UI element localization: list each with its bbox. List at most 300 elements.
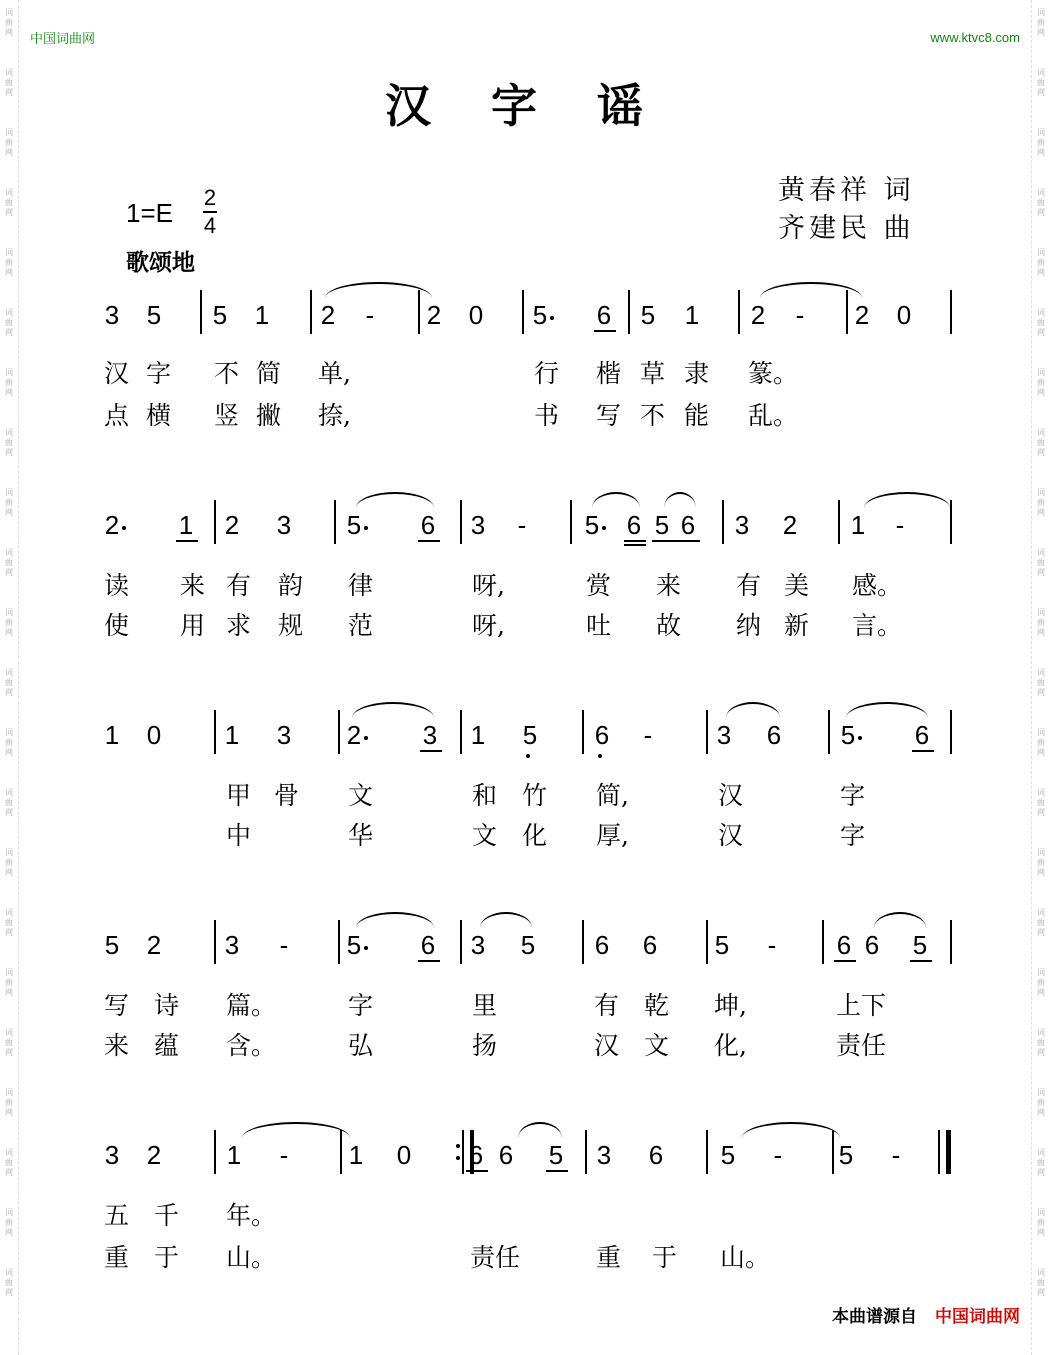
watermark-char: 网 (1037, 208, 1045, 217)
watermark-char: 词 (1037, 908, 1045, 917)
note: 0 (896, 300, 912, 330)
watermark-char: 网 (1037, 1168, 1045, 1177)
barline (462, 1130, 464, 1174)
lyric-syllable: 写 (104, 991, 130, 1020)
slur (726, 702, 780, 718)
underline-beam (624, 540, 646, 542)
watermark-char: 词 (1037, 608, 1045, 617)
augmentation-dot (602, 526, 606, 530)
watermark-char: 网 (5, 568, 13, 577)
watermark-char: 曲 (5, 378, 13, 387)
note: 5 (640, 300, 656, 330)
note: 5 (346, 510, 362, 540)
watermark-char: 曲 (1037, 138, 1045, 147)
right-watermark-strip (1031, 0, 1050, 1355)
watermark-char: 曲 (1037, 258, 1045, 267)
note: 5 (838, 1140, 854, 1170)
note: 5 (714, 930, 730, 960)
lyric-syllable: 单, (318, 359, 351, 388)
lyric-syllable: 写 (596, 401, 622, 430)
watermark-char: 词 (1037, 488, 1045, 497)
time-numerator: 2 (203, 185, 217, 210)
note: - (773, 1140, 783, 1170)
lyric-syllable: 篆。 (748, 359, 799, 388)
watermark-char: 网 (5, 148, 13, 157)
watermark-char: 曲 (1037, 78, 1045, 87)
watermark-char: 词 (5, 128, 13, 137)
augmentation-dot (550, 316, 554, 320)
lyric-syllable: 中 (226, 821, 252, 850)
watermark-char: 词 (5, 608, 13, 617)
watermark-char: 曲 (5, 318, 13, 327)
note: - (365, 300, 375, 330)
lyric-syllable: 不 (214, 359, 240, 388)
note: 3 (276, 510, 292, 540)
lyric-syllable: 文 (348, 781, 374, 810)
lyric-syllable: 有 (736, 571, 762, 600)
watermark-char: 曲 (1037, 918, 1045, 927)
watermark-char: 词 (1037, 1028, 1045, 1037)
note: 5 (912, 930, 928, 960)
left-watermark-strip (0, 0, 19, 1355)
watermark-char: 词 (1037, 1268, 1045, 1277)
watermark-char: 曲 (5, 1158, 13, 1167)
lyric-syllable: 山。 (226, 1243, 277, 1272)
lyric-syllable: 篇。 (226, 991, 277, 1020)
slur (760, 282, 862, 298)
note: 2 (750, 300, 766, 330)
lyric-syllable: 感。 (852, 571, 903, 600)
barline (200, 290, 202, 334)
lyric-syllable: 楷 (596, 359, 622, 388)
watermark-char: 曲 (1037, 978, 1045, 987)
lyric-syllable: 能 (684, 401, 710, 430)
lyric-syllable: 故 (656, 611, 682, 640)
lyric-syllable: 文 (472, 821, 498, 850)
lyric-syllable: 美 (784, 571, 810, 600)
note: 3 (734, 510, 750, 540)
augmentation-dot (364, 946, 368, 950)
song-title: 汉 字 谣 (384, 79, 666, 133)
watermark-char: 网 (5, 808, 13, 817)
watermark-char: 曲 (1037, 1038, 1045, 1047)
lyric-syllable: 五 (104, 1201, 130, 1230)
lyric-syllable: 简, (596, 781, 629, 810)
barline (460, 710, 462, 754)
watermark-char: 曲 (5, 558, 13, 567)
underline-beam (910, 960, 932, 962)
augmentation-dot (858, 736, 862, 740)
note: 3 (224, 930, 240, 960)
lyric-syllable: 于 (652, 1243, 678, 1272)
watermark-char: 曲 (1037, 858, 1045, 867)
note: 3 (470, 930, 486, 960)
barline (460, 500, 462, 544)
lyric-syllable: 蕴 (154, 1031, 180, 1060)
watermark-char: 词 (1037, 128, 1045, 137)
lyric-syllable: 汉 (718, 821, 744, 850)
watermark-char: 曲 (5, 198, 13, 207)
lyric-syllable: 规 (278, 611, 304, 640)
lyric-syllable: 责任 (836, 1031, 887, 1060)
note: - (279, 930, 289, 960)
note: 5 (840, 720, 856, 750)
watermark-char: 词 (1037, 728, 1045, 737)
lyric-syllable: 化, (714, 1031, 747, 1060)
lyric-syllable: 新 (784, 611, 810, 640)
watermark-char: 曲 (1037, 378, 1045, 387)
lyric-syllable: 捺, (318, 401, 351, 430)
watermark-char: 曲 (5, 1038, 13, 1047)
note: 6 (594, 720, 610, 750)
note: 3 (104, 300, 120, 330)
site-name-header[interactable]: 中国词曲网 (30, 32, 96, 47)
watermark-char: 词 (5, 308, 13, 317)
note: 1 (684, 300, 700, 330)
barline (828, 710, 830, 754)
watermark-char: 词 (5, 488, 13, 497)
note: 3 (104, 1140, 120, 1170)
watermark-char: 词 (1037, 1148, 1045, 1157)
note: 0 (396, 1140, 412, 1170)
note: 5 (146, 300, 162, 330)
watermark-char: 词 (1037, 1208, 1045, 1217)
note: 6 (498, 1140, 514, 1170)
watermark-char: 网 (1037, 268, 1045, 277)
watermark-char: 词 (1037, 248, 1045, 257)
barline (628, 290, 630, 334)
barline (950, 500, 952, 544)
lyric-syllable: 吐 (586, 611, 612, 640)
watermark-char: 网 (1037, 808, 1045, 817)
watermark-char: 曲 (1037, 18, 1045, 27)
lyric-syllable: 读 (104, 571, 130, 600)
watermark-char: 词 (1037, 368, 1045, 377)
note: 1 (254, 300, 270, 330)
slur (325, 282, 432, 298)
watermark-char: 词 (5, 968, 13, 977)
barline (310, 290, 312, 334)
underline-beam (912, 750, 934, 752)
watermark-char: 网 (1037, 28, 1045, 37)
slur (242, 1122, 350, 1138)
watermark-char: 曲 (1037, 738, 1045, 747)
note: 0 (146, 720, 162, 750)
lyric-syllable: 诗 (154, 991, 180, 1020)
watermark-char: 网 (1037, 88, 1045, 97)
watermark-char: 曲 (1037, 678, 1045, 687)
watermark-char: 词 (5, 1268, 13, 1277)
lyric-syllable: 书 (534, 401, 560, 430)
lyric-syllable: 有 (226, 571, 252, 600)
watermark-char: 网 (5, 268, 13, 277)
slur (742, 1122, 840, 1138)
barline (950, 290, 952, 334)
lyric-syllable: 纳 (736, 611, 762, 640)
barline (706, 710, 708, 754)
barline (334, 500, 336, 544)
watermark-char: 曲 (1037, 438, 1045, 447)
watermark-char: 词 (1037, 68, 1045, 77)
barline (706, 1130, 708, 1174)
source-site-link[interactable]: 中国词曲网 (935, 1307, 1020, 1327)
underline-beam (834, 960, 856, 962)
barline (214, 710, 216, 754)
lyric-syllable: 来 (656, 571, 682, 600)
note: 0 (468, 300, 484, 330)
watermark-char: 词 (1037, 428, 1045, 437)
note: 6 (420, 930, 436, 960)
note: 2 (320, 300, 336, 330)
note: 2 (854, 300, 870, 330)
watermark-char: 词 (1037, 8, 1045, 17)
tempo-marking: 歌颂地 (126, 250, 195, 276)
key-signature: 1=E (126, 198, 173, 228)
slur (874, 912, 926, 928)
watermark-char: 网 (5, 208, 13, 217)
site-url-header[interactable]: www.ktvc8.com (930, 30, 1020, 45)
watermark-char: 词 (5, 908, 13, 917)
lyric-syllable: 汉 (718, 781, 744, 810)
lyric-syllable: 山。 (720, 1243, 771, 1272)
watermark-char: 词 (5, 8, 13, 17)
note: - (517, 510, 527, 540)
lyric-syllable: 千 (154, 1201, 180, 1230)
lyric-syllable: 使 (104, 611, 130, 640)
note: 2 (146, 1140, 162, 1170)
note: 3 (716, 720, 732, 750)
watermark-char: 曲 (5, 1218, 13, 1227)
lyric-syllable: 用 (180, 611, 206, 640)
lyric-syllable: 汉 (594, 1031, 620, 1060)
lyric-syllable: 撇 (256, 401, 282, 430)
lyric-syllable: 韵 (278, 571, 304, 600)
lyric-syllable: 骨 (274, 781, 300, 810)
watermark-char: 词 (5, 668, 13, 677)
lyric-syllable: 有 (594, 991, 620, 1020)
note: 6 (648, 1140, 664, 1170)
barline (722, 500, 724, 544)
note: 5 (720, 1140, 736, 1170)
watermark-char: 曲 (5, 138, 13, 147)
watermark-char: 网 (5, 388, 13, 397)
watermark-char: 曲 (5, 738, 13, 747)
lyric-syllable: 横 (146, 401, 172, 430)
watermark-char: 曲 (1037, 798, 1045, 807)
watermark-char: 网 (1037, 688, 1045, 697)
barline (582, 710, 584, 754)
underline-beam (418, 540, 440, 542)
note: - (891, 1140, 901, 1170)
lyric-syllable: 草 (640, 359, 666, 388)
note: 5 (522, 720, 538, 750)
watermark-char: 词 (5, 788, 13, 797)
lyric-syllable: 化 (522, 821, 548, 850)
watermark-char: 网 (5, 988, 13, 997)
note: 5 (532, 300, 548, 330)
lyric-syllable: 呀, (472, 571, 505, 600)
final-barline (938, 1130, 940, 1174)
lyric-syllable: 年。 (226, 1201, 277, 1230)
watermark-char: 网 (5, 688, 13, 697)
watermark-char: 网 (5, 868, 13, 877)
lyric-syllable: 行 (534, 359, 560, 388)
lyric-syllable: 竹 (522, 781, 548, 810)
note: 6 (420, 510, 436, 540)
watermark-char: 网 (1037, 988, 1045, 997)
augmentation-dot (122, 526, 126, 530)
note: 3 (470, 510, 486, 540)
repeat-dot (456, 1144, 460, 1148)
note: 1 (178, 510, 194, 540)
watermark-char: 词 (5, 248, 13, 257)
note: 1 (850, 510, 866, 540)
note: 6 (836, 930, 852, 960)
watermark-char: 曲 (5, 498, 13, 507)
watermark-char: 网 (5, 628, 13, 637)
watermark-char: 网 (5, 508, 13, 517)
note: 2 (346, 720, 362, 750)
note: 6 (766, 720, 782, 750)
watermark-char: 网 (5, 28, 13, 37)
note: 3 (596, 1140, 612, 1170)
note: 1 (224, 720, 240, 750)
lyric-syllable: 华 (348, 821, 374, 850)
note: - (767, 930, 777, 960)
underline-beam (176, 540, 198, 542)
note: 5 (212, 300, 228, 330)
lyric-syllable: 甲 (226, 781, 252, 810)
slur (356, 492, 434, 508)
lyric-syllable: 重 (104, 1243, 130, 1272)
composer-credit: 齐建民 曲 (778, 213, 915, 244)
barline (738, 290, 740, 334)
watermark-char: 网 (5, 928, 13, 937)
barline (570, 500, 572, 544)
note: 5 (104, 930, 120, 960)
watermark-char: 词 (5, 728, 13, 737)
barline (214, 500, 216, 544)
lyric-syllable: 含。 (226, 1031, 277, 1060)
watermark-char: 网 (1037, 388, 1045, 397)
lyric-syllable: 点 (104, 401, 130, 430)
note: - (279, 1140, 289, 1170)
lyric-syllable: 和 (472, 781, 498, 810)
watermark-char: 词 (1037, 668, 1045, 677)
lyric-syllable: 文 (644, 1031, 670, 1060)
note: - (795, 300, 805, 330)
barline (950, 920, 952, 964)
watermark-char: 网 (1037, 1108, 1045, 1117)
slur (864, 492, 950, 508)
underline-beam (652, 540, 700, 542)
watermark-char: 网 (1037, 1288, 1045, 1297)
barline (822, 920, 824, 964)
lyric-syllable: 上下 (836, 991, 887, 1020)
barline (214, 1130, 216, 1174)
watermark-char: 曲 (5, 858, 13, 867)
watermark-char: 词 (5, 548, 13, 557)
lyric-syllable: 竖 (214, 401, 240, 430)
watermark-char: 词 (1037, 848, 1045, 857)
watermark-char: 词 (1037, 1088, 1045, 1097)
watermark-char: 网 (1037, 868, 1045, 877)
source-label: 本曲谱源自 (832, 1307, 917, 1327)
time-denominator: 4 (203, 213, 217, 238)
underline-beam (420, 750, 442, 752)
watermark-char: 网 (1037, 508, 1045, 517)
lyricist-credit: 黄春祥 词 (778, 175, 915, 206)
lyric-syllable: 求 (226, 611, 252, 640)
watermark-char: 网 (1037, 1228, 1045, 1237)
lyric-syllable: 来 (104, 1031, 130, 1060)
underline-beam (594, 330, 616, 332)
watermark-char: 曲 (1037, 558, 1045, 567)
watermark-char: 网 (1037, 448, 1045, 457)
watermark-char: 网 (5, 1108, 13, 1117)
watermark-char: 词 (5, 68, 13, 77)
note: 2 (224, 510, 240, 540)
watermark-char: 曲 (5, 1098, 13, 1107)
lyric-syllable: 字 (840, 821, 866, 850)
underline-beam (546, 1170, 568, 1172)
watermark-char: 曲 (5, 438, 13, 447)
note: 6 (468, 1140, 484, 1170)
slur (518, 1122, 562, 1138)
watermark-char: 曲 (1037, 198, 1045, 207)
note: 3 (276, 720, 292, 750)
note: 6 (596, 300, 612, 330)
watermark-char: 曲 (5, 1278, 13, 1287)
watermark-char: 网 (1037, 628, 1045, 637)
watermark-char: 词 (5, 1148, 13, 1157)
watermark-char: 词 (5, 1208, 13, 1217)
lyric-syllable: 律 (348, 571, 374, 600)
note: 1 (470, 720, 486, 750)
watermark-char: 词 (5, 848, 13, 857)
lyric-syllable: 弘 (348, 1031, 374, 1060)
note: 6 (594, 930, 610, 960)
watermark-char: 词 (1037, 188, 1045, 197)
final-barline (946, 1130, 951, 1174)
barline (950, 710, 952, 754)
watermark-char: 曲 (1037, 1158, 1045, 1167)
watermark-char: 曲 (5, 978, 13, 987)
note: 5 (520, 930, 536, 960)
watermark-char: 曲 (1037, 318, 1045, 327)
watermark-char: 词 (1037, 308, 1045, 317)
watermark-char: 网 (1037, 1048, 1045, 1057)
note: 6 (864, 930, 880, 960)
note: 5 (346, 930, 362, 960)
watermark-char: 曲 (5, 918, 13, 927)
lyric-syllable: 汉 (104, 359, 130, 388)
watermark-char: 网 (5, 1228, 13, 1237)
note: 1 (226, 1140, 242, 1170)
watermark-char: 网 (5, 1288, 13, 1297)
lyric-syllable: 隶 (684, 359, 710, 388)
note: - (895, 510, 905, 540)
lyric-syllable: 责任 (470, 1243, 521, 1272)
watermark-char: 曲 (5, 258, 13, 267)
watermark-char: 网 (5, 748, 13, 757)
watermark-char: 网 (5, 328, 13, 337)
barline (460, 920, 462, 964)
source-footer (832, 1302, 1020, 1327)
watermark-char: 网 (1037, 748, 1045, 757)
lyric-syllable: 来 (180, 571, 206, 600)
watermark-char: 词 (5, 428, 13, 437)
